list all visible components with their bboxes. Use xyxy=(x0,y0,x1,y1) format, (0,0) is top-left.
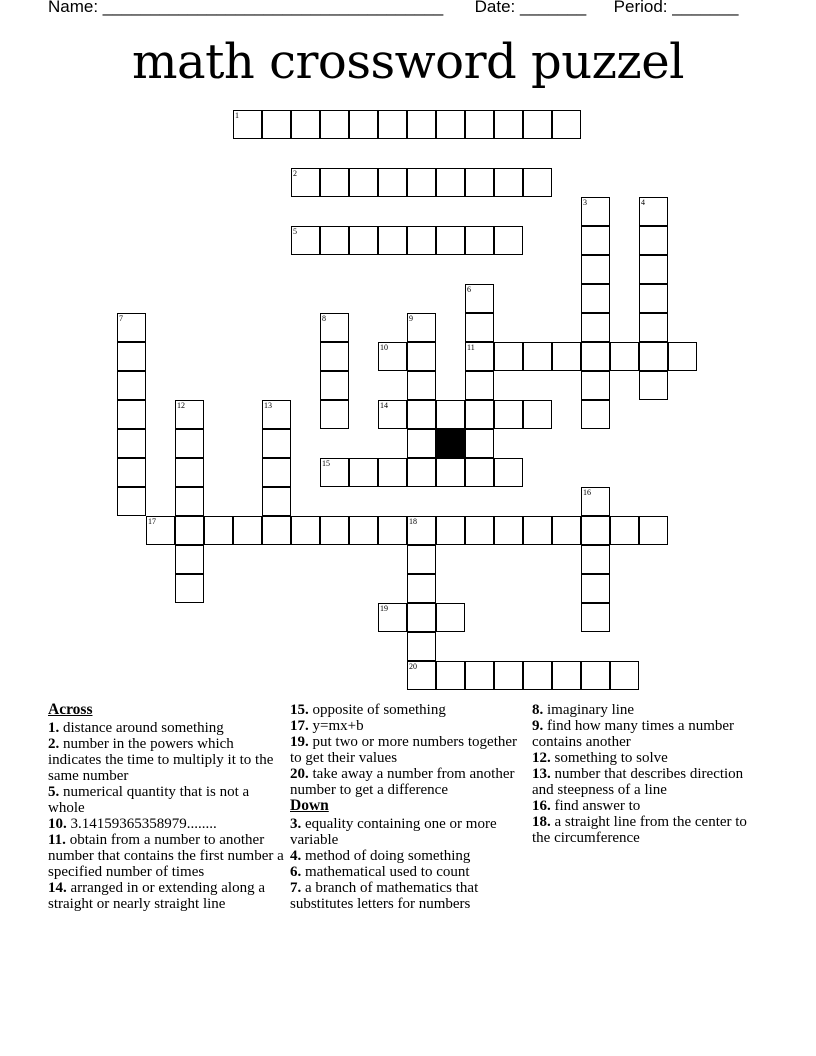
grid-cell[interactable] xyxy=(175,429,204,458)
clue-number: 9 xyxy=(409,314,413,323)
grid-cell[interactable] xyxy=(233,110,262,139)
across-heading: Across xyxy=(48,701,93,718)
grid-cell[interactable] xyxy=(494,516,523,545)
grid-cell[interactable] xyxy=(117,371,146,400)
clue-number: 7 xyxy=(119,314,123,323)
grid-cell[interactable] xyxy=(175,458,204,487)
grid-cell[interactable] xyxy=(552,661,581,690)
across-clue xyxy=(290,766,526,798)
grid-cell[interactable] xyxy=(552,342,581,371)
grid-cell[interactable] xyxy=(175,516,204,545)
clue-num: 12. xyxy=(532,750,551,766)
grid-cell[interactable] xyxy=(320,516,349,545)
grid-cell[interactable] xyxy=(465,284,494,313)
clue-number: 13 xyxy=(264,401,272,410)
grid-cell[interactable] xyxy=(581,197,610,226)
clue-text: take away a number from another number to get a difference xyxy=(290,766,515,798)
clue-text: imaginary line xyxy=(547,702,635,718)
across-clue xyxy=(290,718,526,734)
across-clue xyxy=(48,816,284,832)
grid-cell[interactable] xyxy=(465,168,494,197)
grid-cell[interactable] xyxy=(465,226,494,255)
clue-text: a branch of mathematics that substitutes letters for numbers xyxy=(290,880,479,912)
grid-cell[interactable] xyxy=(523,342,552,371)
grid-cell[interactable] xyxy=(175,487,204,516)
grid-cell[interactable] xyxy=(494,226,523,255)
grid-cell[interactable] xyxy=(610,516,639,545)
grid-cell[interactable] xyxy=(436,168,465,197)
grid-cell[interactable] xyxy=(494,168,523,197)
grid-cell[interactable] xyxy=(320,400,349,429)
grid-cell[interactable] xyxy=(262,516,291,545)
clue-num: 8. xyxy=(532,702,544,718)
grid-cell[interactable] xyxy=(320,342,349,371)
date-field[interactable]: Date: _______ xyxy=(474,0,587,16)
clue-num: 11. xyxy=(48,832,66,848)
grid-cell[interactable] xyxy=(320,168,349,197)
across-clue xyxy=(48,880,284,912)
grid-cell[interactable] xyxy=(320,226,349,255)
grid-cell[interactable] xyxy=(465,661,494,690)
clue-number: 2 xyxy=(293,169,297,178)
grid-cell[interactable] xyxy=(581,603,610,632)
clue-text: number that describes direction and steepness of a line xyxy=(532,766,744,798)
grid-cell[interactable] xyxy=(581,371,610,400)
clue-number: 14 xyxy=(380,401,388,410)
grid-cell[interactable] xyxy=(552,516,581,545)
across-clue xyxy=(48,784,284,816)
clue-text: numerical quantity that is not a whole xyxy=(48,784,250,816)
grid-cell[interactable] xyxy=(581,545,610,574)
grid-cell[interactable] xyxy=(465,429,494,458)
down-clue xyxy=(290,880,526,912)
clue-text: arranged in or extending along a straight or nearly straight line xyxy=(48,880,266,912)
clue-num: 6. xyxy=(290,864,302,880)
clue-text: put two or more numbers together to get their values xyxy=(290,734,518,766)
grid-cell[interactable] xyxy=(465,516,494,545)
grid-cell[interactable] xyxy=(407,632,436,661)
clue-number: 12 xyxy=(177,401,185,410)
across-clue xyxy=(48,736,284,784)
grid-cell[interactable] xyxy=(407,342,436,371)
clue-number: 11 xyxy=(467,343,475,352)
clue-num: 5. xyxy=(48,784,60,800)
grid-cell[interactable] xyxy=(581,342,610,371)
grid-cell[interactable] xyxy=(320,313,349,342)
clue-num: 10. xyxy=(48,816,67,832)
grid-cell[interactable] xyxy=(407,429,436,458)
clue-num: 4. xyxy=(290,848,302,864)
grid-cell[interactable] xyxy=(407,226,436,255)
grid-cell[interactable] xyxy=(407,516,436,545)
clue-num: 2. xyxy=(48,736,60,752)
grid-cell[interactable] xyxy=(117,487,146,516)
clue-number: 1 xyxy=(235,111,239,120)
clue-num: 15. xyxy=(290,702,309,718)
clue-num: 14. xyxy=(48,880,67,896)
grid-cell[interactable] xyxy=(581,284,610,313)
grid-cell[interactable] xyxy=(465,342,494,371)
clue-number: 19 xyxy=(380,604,388,613)
down-clue xyxy=(290,848,526,864)
across-clue xyxy=(290,734,526,766)
grid-cell[interactable] xyxy=(610,661,639,690)
grid-cell[interactable] xyxy=(407,603,436,632)
clue-text: method of doing something xyxy=(305,848,471,864)
grid-cell[interactable] xyxy=(494,458,523,487)
grid-cell[interactable] xyxy=(320,371,349,400)
grid-cell[interactable] xyxy=(494,110,523,139)
grid-cell[interactable] xyxy=(436,400,465,429)
across-clue xyxy=(48,720,284,736)
grid-cell[interactable] xyxy=(581,487,610,516)
down-clue xyxy=(532,798,768,814)
grid-cell[interactable] xyxy=(262,458,291,487)
down-clue xyxy=(532,766,768,798)
grid-cell[interactable] xyxy=(436,516,465,545)
clue-text: find how many times a number contains another xyxy=(532,718,735,750)
clue-text: 3.14159365358979........ xyxy=(70,816,217,832)
grid-cell[interactable] xyxy=(378,110,407,139)
clue-number: 10 xyxy=(380,343,388,352)
grid-cell[interactable] xyxy=(523,661,552,690)
across-clue xyxy=(290,702,526,718)
grid-cell[interactable] xyxy=(465,458,494,487)
clue-number: 8 xyxy=(322,314,326,323)
grid-cell[interactable] xyxy=(465,371,494,400)
clue-num: 17. xyxy=(290,718,309,734)
grid-cell[interactable] xyxy=(639,226,668,255)
clue-num: 9. xyxy=(532,718,544,734)
clue-num: 19. xyxy=(290,734,309,750)
clue-number: 17 xyxy=(148,517,156,526)
grid-cell[interactable] xyxy=(581,574,610,603)
down-clue xyxy=(532,750,768,766)
grid-cell[interactable] xyxy=(639,342,668,371)
grid-cell[interactable] xyxy=(407,458,436,487)
grid-cell[interactable] xyxy=(523,400,552,429)
down-clue xyxy=(290,864,526,880)
grid-cell[interactable] xyxy=(291,168,320,197)
clue-number: 15 xyxy=(322,459,330,468)
grid-cell[interactable] xyxy=(465,400,494,429)
clue-text: something to solve xyxy=(554,750,668,766)
grid-cell[interactable] xyxy=(262,487,291,516)
grid-cell[interactable] xyxy=(378,516,407,545)
grid-cell[interactable] xyxy=(233,516,262,545)
grid-cell[interactable] xyxy=(436,226,465,255)
clue-number: 6 xyxy=(467,285,471,294)
grid-cell[interactable] xyxy=(407,313,436,342)
grid-cell[interactable] xyxy=(378,400,407,429)
grid-cell[interactable] xyxy=(407,661,436,690)
grid-cell[interactable] xyxy=(175,574,204,603)
grid-cell[interactable] xyxy=(378,342,407,371)
clue-num: 18. xyxy=(532,814,551,830)
grid-cell[interactable] xyxy=(407,400,436,429)
grid-cell[interactable] xyxy=(117,458,146,487)
grid-cell[interactable] xyxy=(349,458,378,487)
grid-cell[interactable] xyxy=(552,110,581,139)
clue-number: 5 xyxy=(293,227,297,236)
clue-text: find answer to xyxy=(554,798,641,814)
grid-cell[interactable] xyxy=(262,429,291,458)
grid-cell[interactable] xyxy=(639,255,668,284)
grid-cell[interactable] xyxy=(378,458,407,487)
grid-cell[interactable] xyxy=(639,371,668,400)
down-clue xyxy=(290,816,526,848)
grid-cell[interactable] xyxy=(581,661,610,690)
clue-text: distance around something xyxy=(63,720,224,736)
clue-num: 16. xyxy=(532,798,551,814)
grid-cell[interactable] xyxy=(320,110,349,139)
grid-cell[interactable] xyxy=(494,661,523,690)
clue-column-1 xyxy=(48,702,284,912)
across-clue xyxy=(48,832,284,880)
clue-text: number in the powers which indicates the time to multiply it to the same number xyxy=(48,736,274,784)
clue-number: 16 xyxy=(583,488,591,497)
page-title: math crossword puzzel xyxy=(132,34,684,90)
grid-cell[interactable] xyxy=(523,110,552,139)
grid-cell[interactable] xyxy=(349,226,378,255)
grid-cell[interactable] xyxy=(639,197,668,226)
grid-cell[interactable] xyxy=(639,313,668,342)
grid-cell[interactable] xyxy=(117,429,146,458)
down-clue xyxy=(532,702,768,718)
clue-number: 4 xyxy=(641,198,645,207)
grid-cell[interactable] xyxy=(407,545,436,574)
grid-cell[interactable] xyxy=(436,458,465,487)
clue-text: y=mx+b xyxy=(312,718,364,734)
grid-cell[interactable] xyxy=(436,661,465,690)
grid-cell[interactable] xyxy=(407,110,436,139)
grid-cell[interactable] xyxy=(349,516,378,545)
grid-cell[interactable] xyxy=(494,342,523,371)
grid-cell[interactable] xyxy=(581,313,610,342)
grid-cell[interactable] xyxy=(146,516,175,545)
grid-cell[interactable] xyxy=(291,110,320,139)
grid-cell[interactable] xyxy=(523,168,552,197)
clue-text: equality containing one or more variable xyxy=(290,816,497,848)
name-field[interactable]: Name: ____________________________________ xyxy=(48,0,444,16)
clue-text: obtain from a number to another number that contains the first number a specified number of times xyxy=(48,832,284,880)
grid-cell[interactable] xyxy=(523,516,552,545)
grid-cell[interactable] xyxy=(407,371,436,400)
clue-num: 13. xyxy=(532,766,551,782)
grid-cell[interactable] xyxy=(581,255,610,284)
grid-cell[interactable] xyxy=(349,110,378,139)
grid-cell[interactable] xyxy=(465,110,494,139)
grid-cell[interactable] xyxy=(436,110,465,139)
clue-text: opposite of something xyxy=(312,702,446,718)
grid-cell[interactable] xyxy=(204,516,233,545)
clue-text: a straight line from the center to the circumference xyxy=(532,814,747,846)
grid-cell[interactable] xyxy=(494,400,523,429)
black-cell xyxy=(436,429,465,458)
grid-cell[interactable] xyxy=(378,603,407,632)
grid-cell[interactable] xyxy=(291,516,320,545)
grid-cell[interactable] xyxy=(610,342,639,371)
grid-cell[interactable] xyxy=(117,342,146,371)
clue-num: 7. xyxy=(290,880,302,896)
down-clue xyxy=(532,814,768,846)
down-heading: Down xyxy=(290,797,329,814)
clue-text: mathematical used to count xyxy=(305,864,470,880)
grid-cell[interactable] xyxy=(581,226,610,255)
grid-cell[interactable] xyxy=(407,574,436,603)
grid-cell[interactable] xyxy=(175,545,204,574)
grid-cell[interactable] xyxy=(378,168,407,197)
grid-cell[interactable] xyxy=(262,400,291,429)
grid-cell[interactable] xyxy=(117,400,146,429)
grid-cell[interactable] xyxy=(407,168,436,197)
clue-number: 3 xyxy=(583,198,587,207)
grid-cell[interactable] xyxy=(291,226,320,255)
clue-num: 3. xyxy=(290,816,302,832)
grid-cell[interactable] xyxy=(320,458,349,487)
clue-number: 20 xyxy=(409,662,417,671)
grid-cell[interactable] xyxy=(668,342,697,371)
clue-num: 20. xyxy=(290,766,309,782)
grid-cell[interactable] xyxy=(349,168,378,197)
grid-cell[interactable] xyxy=(262,110,291,139)
grid-cell[interactable] xyxy=(639,284,668,313)
period-field[interactable]: Period: _______ xyxy=(613,0,739,16)
clue-num: 1. xyxy=(48,720,60,736)
grid-cell[interactable] xyxy=(175,400,204,429)
grid-cell[interactable] xyxy=(465,313,494,342)
grid-cell[interactable] xyxy=(639,516,668,545)
grid-cell[interactable] xyxy=(378,226,407,255)
grid-cell[interactable] xyxy=(581,400,610,429)
clue-number: 18 xyxy=(409,517,417,526)
grid-cell[interactable] xyxy=(581,516,610,545)
grid-cell[interactable] xyxy=(436,603,465,632)
clue-column-3 xyxy=(532,702,768,846)
down-clue xyxy=(532,718,768,750)
clue-column-2 xyxy=(290,702,526,912)
grid-cell[interactable] xyxy=(117,313,146,342)
